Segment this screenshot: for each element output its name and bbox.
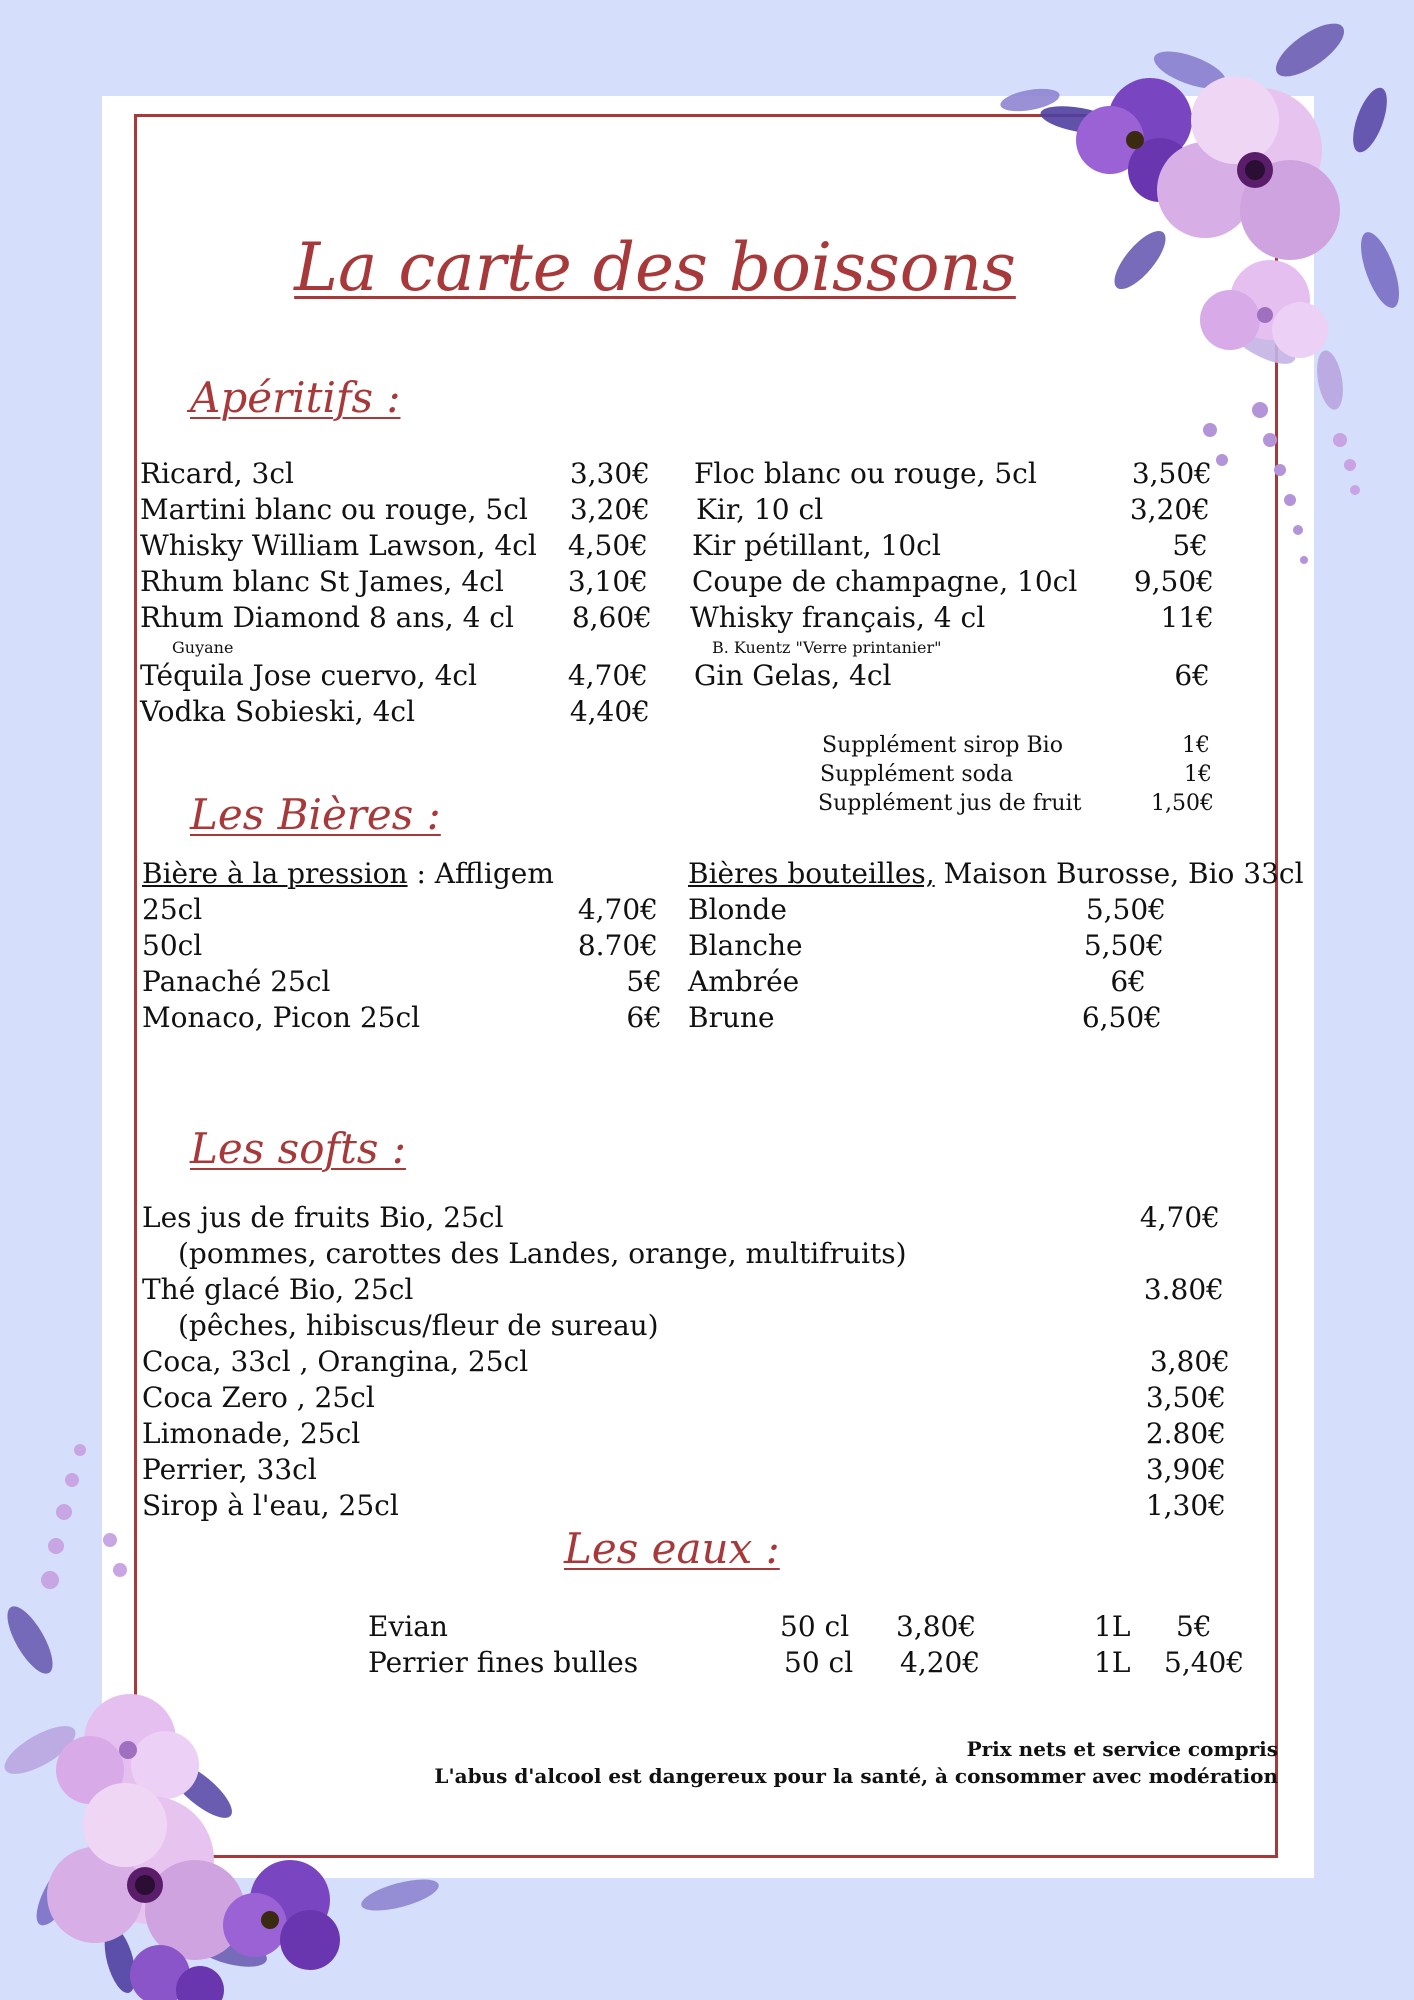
list-item-name: Coca, 33cl , Orangina, 25cl: [142, 1345, 529, 1378]
supplement-price: 1€: [1182, 733, 1210, 758]
beer-pression-header: [142, 857, 554, 891]
section-heading-bieres: Les Bières :: [190, 790, 441, 839]
list-item-price: 3,50€: [1131, 457, 1212, 490]
list-item-price: 4,70€: [567, 659, 648, 692]
page-title: La carte des boissons: [294, 229, 1016, 306]
list-item-price: 6,50€: [1081, 1001, 1162, 1034]
supplement-name: Supplément sirop Bio: [822, 733, 1063, 758]
list-item-price: 3,10€: [567, 565, 648, 598]
list-item-name: 25cl: [142, 893, 203, 926]
list-item-price: 6€: [626, 1001, 662, 1034]
list-item-name: Floc blanc ou rouge, 5cl: [694, 457, 1037, 490]
list-item-name: Whisky William Lawson, 4cl: [140, 529, 537, 562]
list-item-size: 1L: [1094, 1610, 1131, 1643]
list-item-price: 3,20€: [1129, 493, 1210, 526]
list-item-price: 9,50€: [1133, 565, 1214, 598]
beer-pression-label: Bière à la pression: [142, 857, 408, 890]
list-item-name: Les jus de fruits Bio, 25cl: [142, 1201, 504, 1234]
list-item-price: 4,20€: [900, 1646, 981, 1679]
supplement-price: 1,50€: [1151, 791, 1214, 816]
list-item-name: Vodka Sobieski, 4cl: [140, 695, 416, 728]
list-item-price: 8.70€: [577, 929, 658, 962]
list-item-price: 4,40€: [569, 695, 650, 728]
list-item-note: B. Kuentz "Verre printanier": [712, 638, 942, 657]
list-item-price: 5€: [626, 965, 662, 998]
list-item-name: Martini blanc ou rouge, 5cl: [140, 493, 528, 526]
list-item-price: 3.80€: [1143, 1273, 1224, 1306]
list-item-price: 5,50€: [1083, 929, 1164, 962]
list-item-price: 3,80€: [896, 1610, 977, 1643]
section-heading-eaux: Les eaux :: [564, 1524, 780, 1573]
supplement-name: Supplément soda: [820, 762, 1014, 787]
list-item-note: (pêches, hibiscus/fleur de sureau): [178, 1309, 659, 1342]
list-item-name: Kir, 10 cl: [696, 493, 824, 526]
list-item-size: 1L: [1094, 1646, 1131, 1679]
list-item-name: Sirop à l'eau, 25cl: [142, 1489, 399, 1522]
list-item-name: Blanche: [688, 929, 803, 962]
list-item-price: 2.80€: [1145, 1417, 1226, 1450]
list-item-name: Kir pétillant, 10cl: [692, 529, 941, 562]
list-item-name: Coupe de champagne, 10cl: [692, 565, 1078, 598]
list-item-note: (pommes, carottes des Landes, orange, multifruits): [178, 1237, 907, 1270]
list-item-name: Perrier, 33cl: [142, 1453, 317, 1486]
list-item-name: Whisky français, 4 cl: [690, 601, 986, 634]
list-item-name: Blonde: [688, 893, 787, 926]
list-item-price: 5,50€: [1085, 893, 1166, 926]
list-item-name: Rhum Diamond 8 ans, 4 cl: [140, 601, 514, 634]
list-item-price: 4,70€: [1139, 1201, 1220, 1234]
list-item-name: Monaco, Picon 25cl: [142, 1001, 421, 1034]
list-item-price: 1,30€: [1145, 1489, 1226, 1522]
list-item-name: Brune: [688, 1001, 775, 1034]
list-item-price: 6€: [1110, 965, 1146, 998]
list-item-price: 4,70€: [577, 893, 658, 926]
list-item-note: Guyane: [172, 638, 234, 657]
list-item-price: 3,30€: [569, 457, 650, 490]
beer-bottles-header: [688, 857, 1304, 891]
list-item-price: 5€: [1176, 1610, 1212, 1643]
list-item-price: 3,80€: [1149, 1345, 1230, 1378]
footer-alcohol-warning: L'abus d'alcool est dangereux pour la santé, à consommer avec modération: [434, 1764, 1278, 1788]
beer-bottles-brand: Maison Burosse, Bio 33cl: [934, 857, 1304, 890]
supplement-name: Supplément jus de fruit: [818, 791, 1082, 816]
list-item-price: 3,20€: [569, 493, 650, 526]
list-item-price: 3,90€: [1145, 1453, 1226, 1486]
list-item-name: Thé glacé Bio, 25cl: [142, 1273, 414, 1306]
section-heading-aperitifs: Apéritifs :: [190, 373, 401, 422]
list-item-name: Ricard, 3cl: [140, 457, 294, 490]
list-item-name: Ambrée: [688, 965, 800, 998]
list-item-name: Evian: [368, 1610, 448, 1643]
beer-bottles-label: Bières bouteilles,: [688, 857, 935, 890]
list-item-price: 11€: [1160, 601, 1214, 634]
list-item-size: 50 cl: [784, 1646, 854, 1679]
list-item-price: 4,50€: [567, 529, 648, 562]
beer-pression-brand: : Affligem: [407, 857, 554, 890]
list-item-size: 50 cl: [780, 1610, 850, 1643]
list-item-price: 8,60€: [571, 601, 652, 634]
supplement-price: 1€: [1184, 762, 1212, 787]
list-item-name: Téquila Jose cuervo, 4cl: [140, 659, 478, 692]
footer-pricing-note: Prix nets et service compris: [966, 1737, 1278, 1761]
list-item-name: Gin Gelas, 4cl: [694, 659, 892, 692]
list-item-price: 3,50€: [1145, 1381, 1226, 1414]
list-item-name: 50cl: [142, 929, 203, 962]
section-heading-softs: Les softs :: [190, 1124, 406, 1173]
list-item-price: 5,40€: [1164, 1646, 1245, 1679]
list-item-name: Perrier fines bulles: [368, 1646, 639, 1679]
list-item-name: Coca Zero , 25cl: [142, 1381, 375, 1414]
list-item-name: Panaché 25cl: [142, 965, 331, 998]
list-item-price: 5€: [1172, 529, 1208, 562]
list-item-price: 6€: [1174, 659, 1210, 692]
list-item-name: Rhum blanc St James, 4cl: [140, 565, 504, 598]
list-item-name: Limonade, 25cl: [142, 1417, 361, 1450]
